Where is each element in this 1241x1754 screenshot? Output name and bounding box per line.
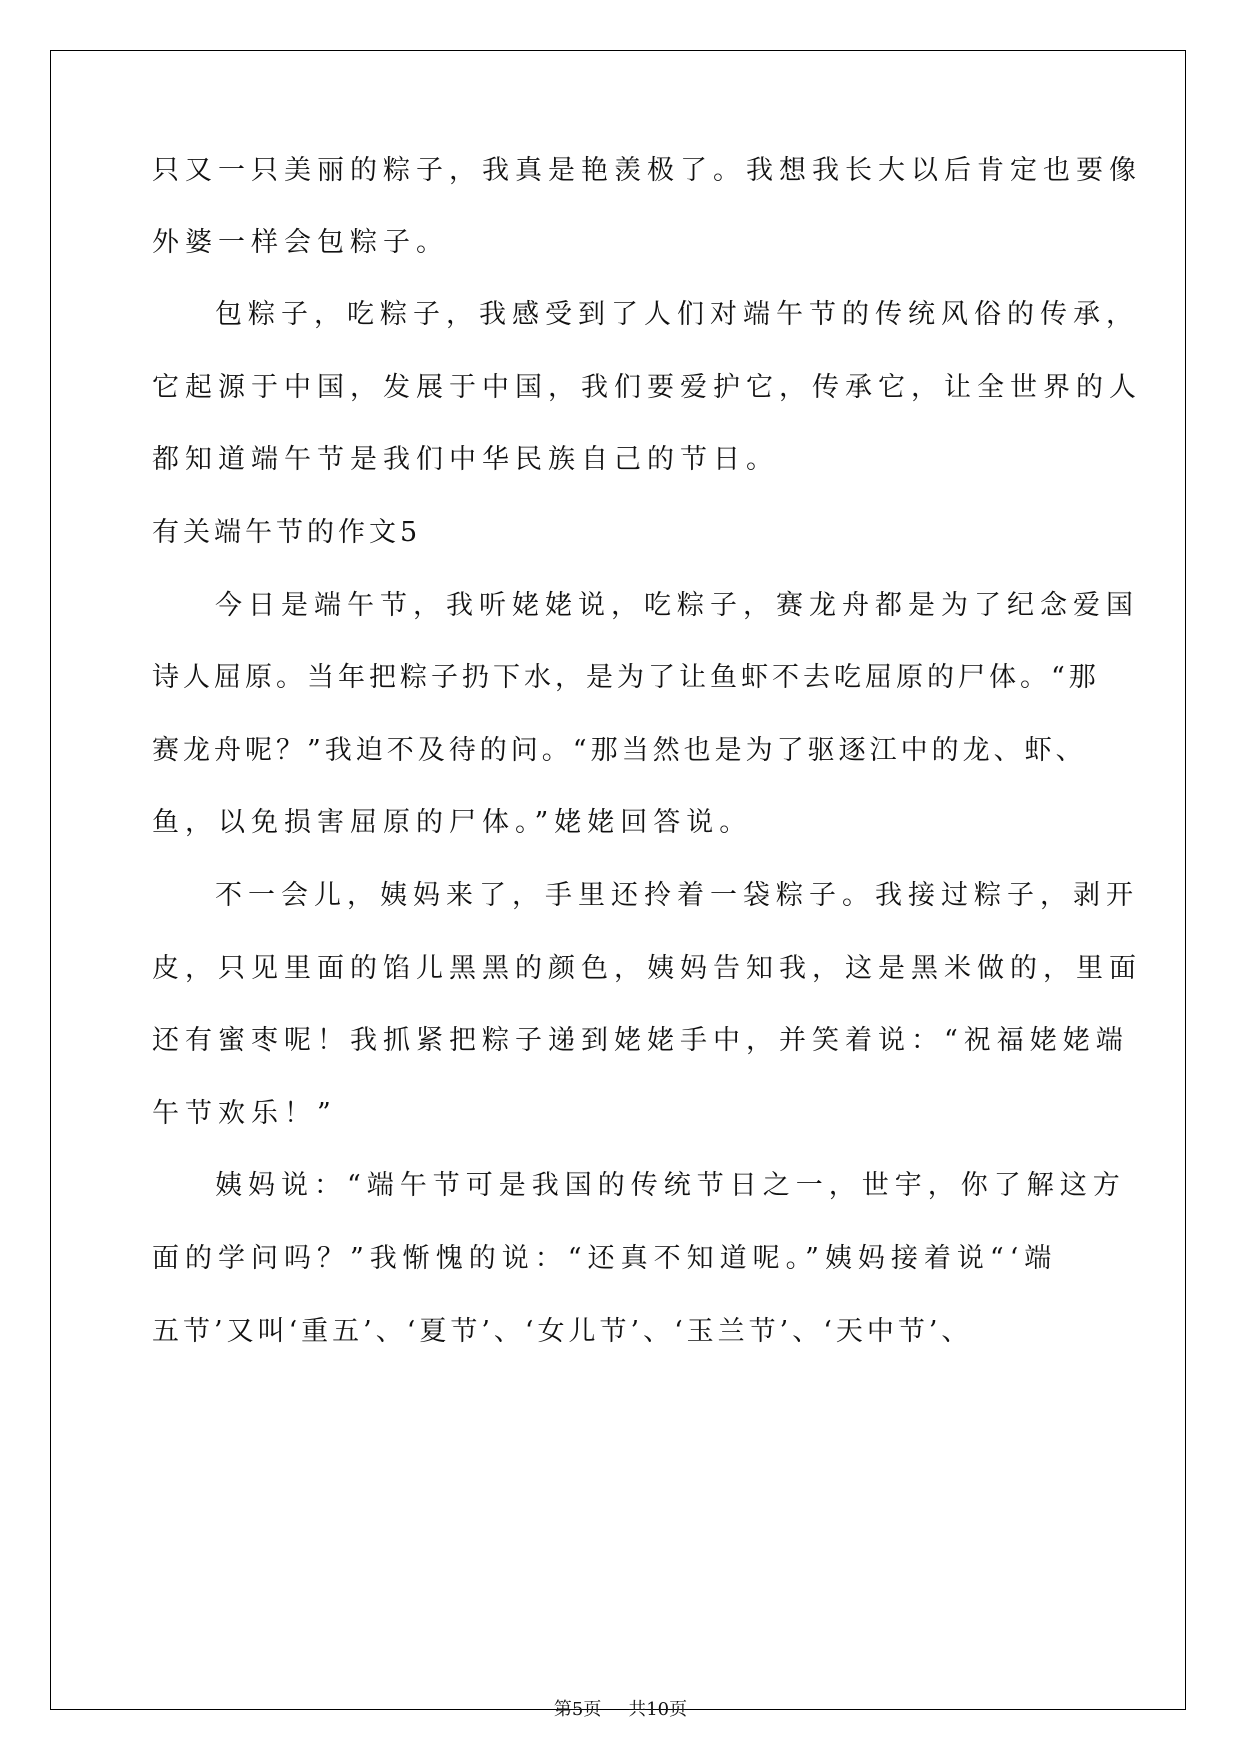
text-line: 只又一只美丽的粽子，我真是艳羡极了。我想我长大以后肯定也要像 xyxy=(152,155,1142,186)
text-line: 包粽子，吃粽子，我感受到了人们对端午节的传统风俗的传承， xyxy=(215,299,1139,330)
text-line: 五节’又叫‘重五’、‘夏节’、‘女儿节’、‘玉兰节’、‘天中节’、 xyxy=(152,1316,973,1347)
text-line: 姨妈说：“端午节可是我国的传统节日之一，世宇，你了解这方 xyxy=(215,1170,1126,1201)
text-line: 不一会儿，姨妈来了，手里还拎着一袋粽子。我接过粽子，剥开 xyxy=(215,880,1139,911)
text-line: 外婆一样会包粽子。 xyxy=(152,227,449,258)
section-heading: 有关端午节的作文5 xyxy=(152,517,422,548)
text-line: 还有蜜枣呢！我抓紧把粽子递到姥姥手中，并笑着说：“祝福姥姥端 xyxy=(152,1025,1129,1056)
text-line: 都知道端午节是我们中华民族自己的节日。 xyxy=(152,444,779,475)
text-line: 诗人屈原。当年把粽子扔下水，是为了让鱼虾不去吃屈原的尸体。“那 xyxy=(152,662,1100,693)
text-line: 午节欢乐！” xyxy=(152,1098,337,1129)
text-line: 它起源于中国，发展于中国，我们要爱护它，传承它，让全世界的人 xyxy=(152,372,1142,403)
text-line: 今日是端午节，我听姥姥说，吃粽子，赛龙舟都是为了纪念爱国 xyxy=(215,590,1139,621)
page-total: 共10页 xyxy=(628,1699,688,1720)
page-number: 第5页 xyxy=(553,1699,602,1720)
text-line: 鱼，以免损害屈原的尸体。”姥姥回答说。 xyxy=(152,807,753,838)
text-line: 赛龙舟呢？”我迫不及待的问。“那当然也是为了驱逐江中的龙、虾、 xyxy=(152,735,1087,766)
text-line: 皮，只见里面的馅儿黑黑的颜色，姨妈告知我，这是黑米做的，里面 xyxy=(152,953,1142,984)
page-footer xyxy=(0,1695,1241,1721)
text-line: 面的学问吗？”我惭愧的说：“还真不知道呢。”姨妈接着说“‘端 xyxy=(152,1243,1058,1274)
